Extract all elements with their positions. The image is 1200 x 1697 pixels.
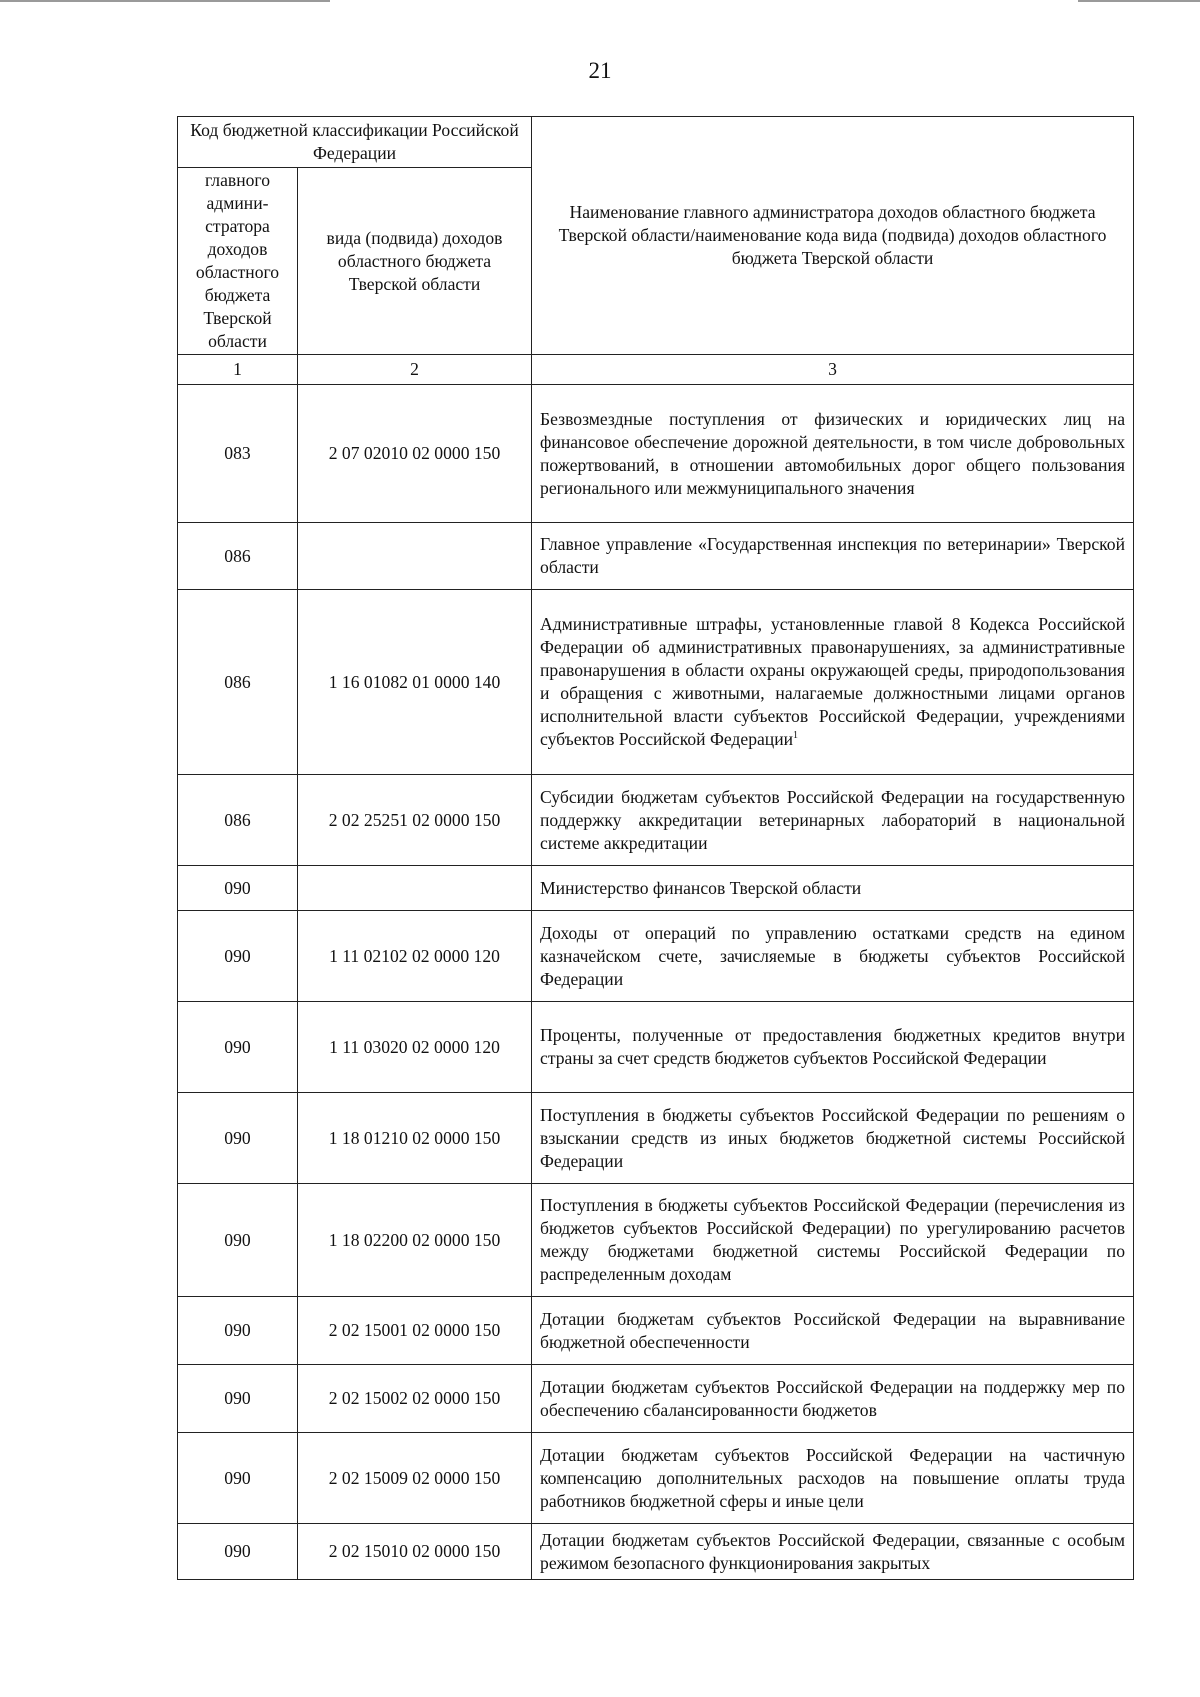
revenue-name: Дотации бюджетам субъектов Российской Федерации на поддержку мер по обеспечению сбалансированности бюджетов: [532, 1365, 1134, 1433]
footnote-marker: 1: [793, 730, 799, 741]
admin-code: 090: [178, 1297, 298, 1365]
admin-code: 090: [178, 1184, 298, 1297]
table-row: [178, 590, 1134, 775]
revenue-name: Безвозмездные поступления от физических и юридических лиц на финансовое обеспечение дорожной деятельности, в том числе добровольных пожертвований, в отношении автомобильных дорог общего пользования регионального или межмуниципального значения: [532, 385, 1134, 523]
revenue-code: [298, 866, 532, 911]
header-revenue-code: вида (подвида) доходов областного бюджета Тверской области: [298, 168, 532, 355]
revenue-code: 1 18 01210 02 0000 150: [298, 1093, 532, 1184]
admin-code: 090: [178, 1002, 298, 1093]
column-number-3: 3: [532, 355, 1134, 385]
table-row: [178, 1524, 1134, 1580]
revenue-name: Поступления в бюджеты субъектов Российской Федерации (перечисления из бюджетов субъектов Российской Федерации) по урегулированию расчетов между бюджетами бюджетной системы Российской Федерации по распределенным доходам: [532, 1184, 1134, 1297]
revenue-name: Главное управление «Государственная инспекция по ветеринарии» Тверской области: [532, 523, 1134, 590]
revenue-name-with-footnote: [532, 590, 1134, 775]
revenue-code: 1 16 01082 01 0000 140: [298, 590, 532, 775]
table-row: [178, 775, 1134, 866]
revenue-name: Поступления в бюджеты субъектов Российской Федерации по решениям о взыскании средств из иных бюджетов бюджетной системы Российской Федерации: [532, 1093, 1134, 1184]
admin-code: 086: [178, 775, 298, 866]
admin-code: 090: [178, 1093, 298, 1184]
revenue-code: 2 02 15001 02 0000 150: [298, 1297, 532, 1365]
table-header-row-1: [178, 117, 1134, 168]
header-classification-code: Код бюджетной классификации Российской Федерации: [178, 117, 532, 168]
table-row: [178, 1433, 1134, 1524]
revenue-name: Доходы от операций по управлению остатками средств на едином казначейском счете, зачисляемые в бюджеты субъектов Российской Федерации: [532, 911, 1134, 1002]
admin-code: 090: [178, 1365, 298, 1433]
revenue-code: [298, 523, 532, 590]
scan-edge-left: [0, 0, 330, 2]
column-number-2: 2: [298, 355, 532, 385]
revenue-name: Министерство финансов Тверской области: [532, 866, 1134, 911]
admin-code: 086: [178, 523, 298, 590]
table-row: [178, 1184, 1134, 1297]
revenue-code: 1 11 03020 02 0000 120: [298, 1002, 532, 1093]
table-row: [178, 1297, 1134, 1365]
budget-classification-table: [177, 116, 1134, 1580]
revenue-name: Дотации бюджетам субъектов Российской Федерации на выравнивание бюджетной обеспеченности: [532, 1297, 1134, 1365]
revenue-code: 1 18 02200 02 0000 150: [298, 1184, 532, 1297]
table-row: [178, 523, 1134, 590]
revenue-code: 2 02 15009 02 0000 150: [298, 1433, 532, 1524]
admin-code: 090: [178, 1433, 298, 1524]
admin-code: 090: [178, 911, 298, 1002]
table-row: [178, 385, 1134, 523]
header-name: Наименование главного администратора доходов областного бюджета Тверской области/наименование кода вида (подвида) доходов областного бюджета Тверской области: [532, 117, 1134, 355]
table-row: [178, 911, 1134, 1002]
table-row: [178, 1002, 1134, 1093]
table-row: [178, 1093, 1134, 1184]
admin-code: 090: [178, 1524, 298, 1580]
revenue-code: 2 07 02010 02 0000 150: [298, 385, 532, 523]
column-number-1: 1: [178, 355, 298, 385]
table-row: [178, 866, 1134, 911]
revenue-code: 1 11 02102 02 0000 120: [298, 911, 532, 1002]
admin-code: 090: [178, 866, 298, 911]
revenue-code: 2 02 15002 02 0000 150: [298, 1365, 532, 1433]
page-number: 21: [588, 58, 612, 83]
revenue-name: Субсидии бюджетам субъектов Российской Федерации на государственную поддержку аккредитации ветеринарных лабораторий в национальной системе аккредитации: [532, 775, 1134, 866]
table-row: [178, 1365, 1134, 1433]
admin-code: 086: [178, 590, 298, 775]
revenue-code: 2 02 15010 02 0000 150: [298, 1524, 532, 1580]
header-admin-code: главного админи-стратора доходов областного бюджета Тверской области: [178, 168, 298, 355]
revenue-name: Дотации бюджетам субъектов Российской Федерации, связанные с особым режимом безопасного функционирования закрытых: [532, 1524, 1134, 1580]
scan-edge-right: [1078, 0, 1200, 2]
revenue-code: 2 02 25251 02 0000 150: [298, 775, 532, 866]
admin-code: 083: [178, 385, 298, 523]
revenue-name: Проценты, полученные от предоставления бюджетных кредитов внутри страны за счет средств бюджетов субъектов Российской Федерации: [532, 1002, 1134, 1093]
column-numbers-row: [178, 355, 1134, 385]
revenue-name: Административные штрафы, установленные главой 8 Кодекса Российской Федерации об административных правонарушениях, за административные правонарушения в области охраны окружающей среды, природопользования и обращения с животными, налагаемые должностными лицами органов исполнительной власти субъектов Российской Федерации, учреждениями субъектов Российской Федерации: [540, 614, 1126, 749]
revenue-name: Дотации бюджетам субъектов Российской Федерации на частичную компенсацию дополнительных расходов на повышение оплаты труда работников бюджетной сферы и иные цели: [532, 1433, 1134, 1524]
